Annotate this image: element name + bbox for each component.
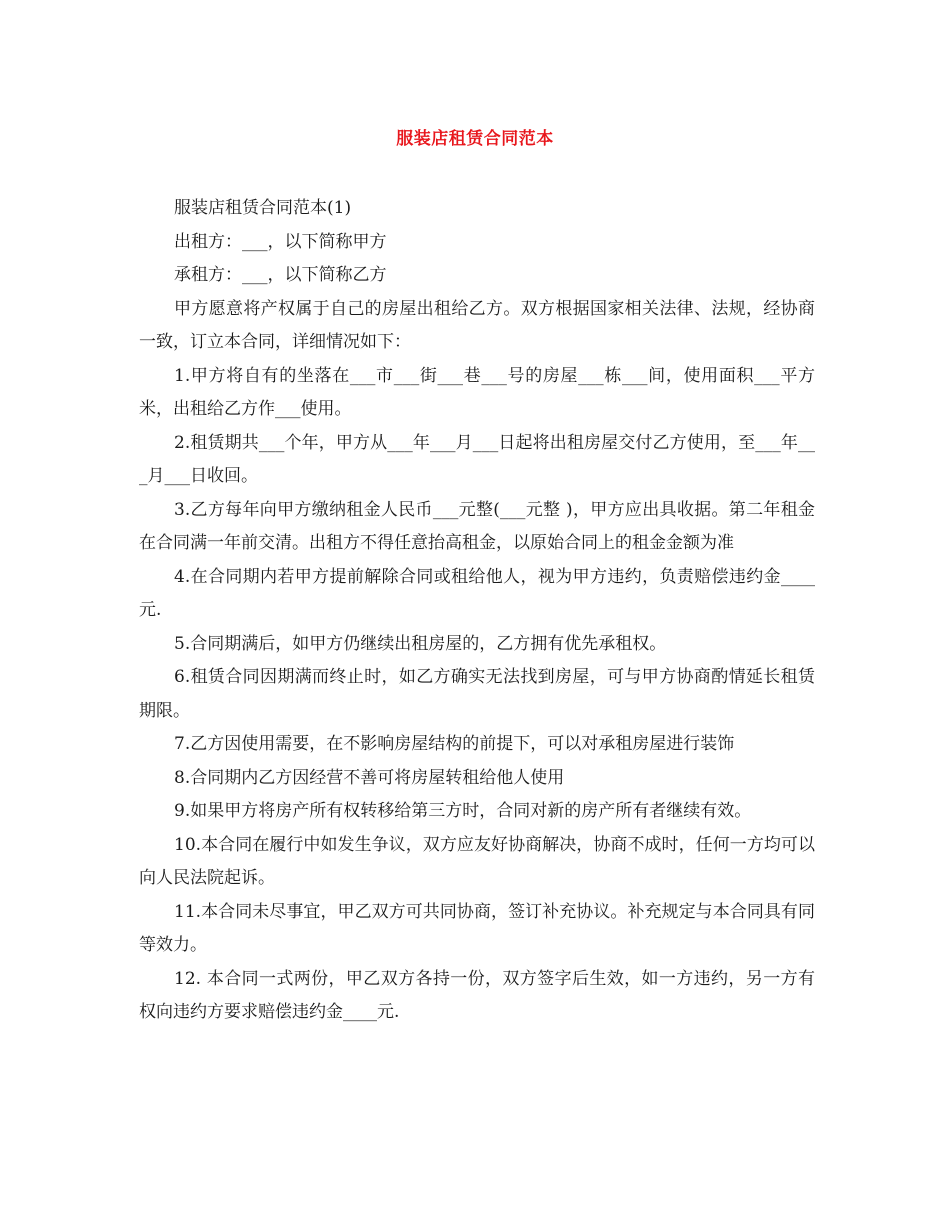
clause-8: 8.合同期内乙方因经营不善可将房屋转租给他人使用 xyxy=(174,767,565,788)
clause-10: 10.本合同在履行中如发生争议，双方应友好协商解决，协商不成时，任何一方均可以向人民法院起诉。 xyxy=(139,834,815,888)
clause-7: 7.乙方因使用需要，在不影响房屋结构的前提下，可以对承租房屋进行装饰 xyxy=(174,734,735,754)
document-body xyxy=(139,192,815,1030)
clause-12: 12. 本合同一式两份，甲乙双方各持一份，双方签字后生效，如一方违约，另一方有权向违约方要求赔偿违约金____元. xyxy=(139,968,815,1022)
clause-11: 11.本合同未尽事宜，甲乙双方可共同协商，签订补充协议。补充规定与本合同具有同等效力。 xyxy=(139,901,815,955)
clause-4: 4.在合同期内若甲方提前解除合同或租给他人，视为甲方违约，负责赔偿违约金____元. xyxy=(139,566,815,620)
clause-1: 1.甲方将自有的坐落在___市___街___巷___号的房屋___栋___间，使用面积___平方米，出租给乙方作___使用。 xyxy=(139,365,815,419)
paragraph-heading: 服装店租赁合同范本(1) xyxy=(174,198,352,218)
document-title: 服装店租赁合同范本 xyxy=(396,129,554,149)
clause-5: 5.合同期满后，如甲方仍继续出租房屋的，乙方拥有优先承租权。 xyxy=(174,633,667,654)
clause-6: 6.租赁合同因期满而终止时，如乙方确实无法找到房屋，可与甲方协商酌情延长租赁期限。 xyxy=(139,667,815,721)
clause-2: 2.租赁期共___个年，甲方从___年___月___日起将出租房屋交付乙方使用，至___年___月___日收回。 xyxy=(139,432,815,486)
clause-3: 3.乙方每年向甲方缴纳租金人民币___元整(___元整 )，甲方应出具收据。第二年租金在合同满一年前交清。出租方不得任意抬高租金，以原始合同上的租金金额为准 xyxy=(139,499,815,553)
paragraph-lessee: 承租方：___，以下简称乙方 xyxy=(174,265,387,285)
clause-9: 9.如果甲方将房产所有权转移给第三方时，合同对新的房产所有者继续有效。 xyxy=(174,801,752,821)
paragraph-preamble: 甲方愿意将产权属于自己的房屋出租给乙方。双方根据国家相关法律、法规，经协商一致，订立本合同，详细情况如下： xyxy=(139,298,815,352)
paragraph-lessor: 出租方：___，以下简称甲方 xyxy=(174,231,387,252)
